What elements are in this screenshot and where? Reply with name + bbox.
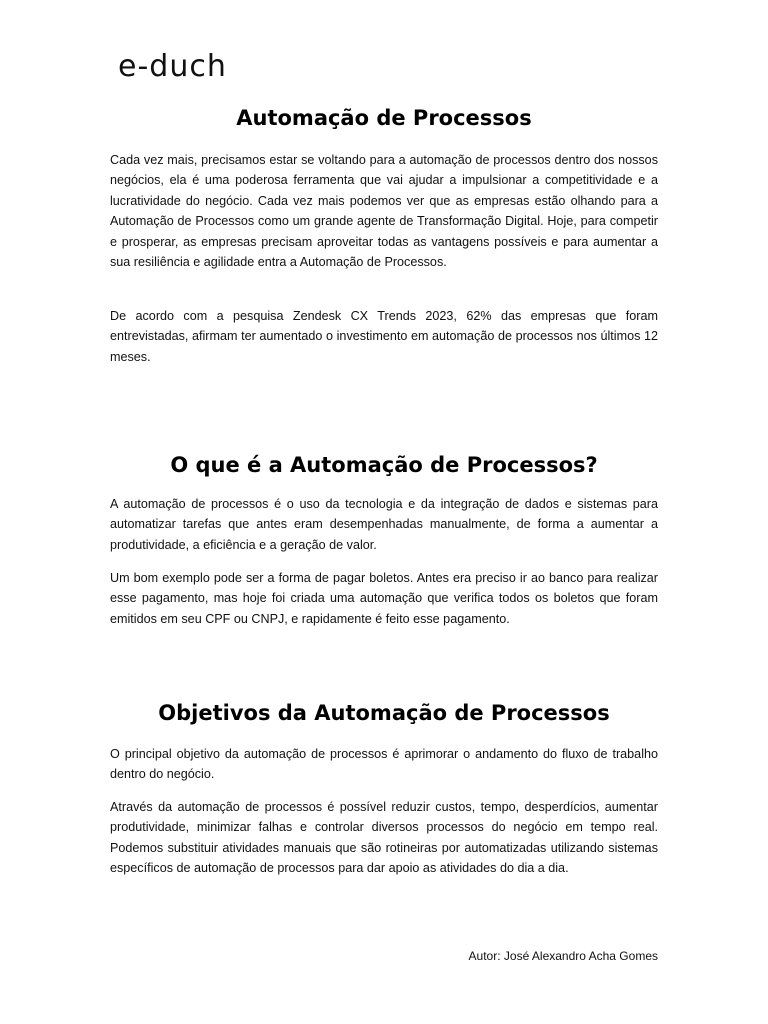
section-title: Automação de Processos: [236, 106, 532, 130]
paragraph: A automação de processos é o uso da tecnologia e da integração de dados e sistemas para automatizar tarefas que antes eram desempenhadas manualmente, de forma a aumentar a produtividade, a eficiência e a geração de valor.: [110, 497, 658, 552]
author-line: Autor: José Alexandro Acha Gomes: [468, 949, 658, 963]
section-objetivos-body-2: [110, 797, 658, 879]
section-o-que-e-body: [110, 494, 658, 555]
paragraph: Um bom exemplo pode ser a forma de pagar boletos. Antes era preciso ir ao banco para realizar esse pagamento, mas hoje foi criada uma automação que verifica todos os boletos que foram emitidos em seu CPF ou CNPJ, e rapidamente é feito esse pagamento.: [110, 571, 658, 626]
section-o-que-e: [110, 451, 658, 479]
section-o-que-e-body-2: [110, 568, 658, 629]
section-objetivos: [110, 699, 658, 727]
section-title: Objetivos da Automação de Processos: [158, 701, 610, 725]
section-title: O que é a Automação de Processos?: [170, 453, 598, 477]
section-automacao: [110, 104, 658, 132]
section-objetivos-body: [110, 744, 658, 785]
paragraph: Cada vez mais, precisamos estar se voltando para a automação de processos dentro dos nossos negócios, ela é uma poderosa ferramenta que vai ajudar a impulsionar a competitividade e a lucratividade do negócio. Cada vez mais podemos ver que as empresas estão olhando para a Automação de Processos como um grande agente de Transformação Digital. Hoje, para competir e prosperar, as empresas precisam aproveitar todas as vantagens possíveis e para aumentar a sua resiliência e agilidade entra a Automação de Processos.: [110, 153, 658, 270]
paragraph: Através da automação de processos é possível reduzir custos, tempo, desperdícios, aumentar produtividade, minimizar falhas e controlar diversos processos do negócio em tempo real. Podemos substituir atividades manuais que são rotineiras por automatizadas utilizando sistemas específicos de automação de processos para dar apoio as atividades do dia a dia.: [110, 800, 658, 876]
company-logo: e-duch: [118, 49, 227, 84]
section-automacao-body: [110, 150, 658, 272]
section-automacao-body-2: [110, 306, 658, 367]
paragraph: De acordo com a pesquisa Zendesk CX Trends 2023, 62% das empresas que foram entrevistadas, afirmam ter aumentado o investimento em automação de processos nos últimos 12 meses.: [110, 309, 658, 364]
paragraph: O principal objetivo da automação de processos é aprimorar o andamento do fluxo de trabalho dentro do negócio.: [110, 747, 658, 782]
